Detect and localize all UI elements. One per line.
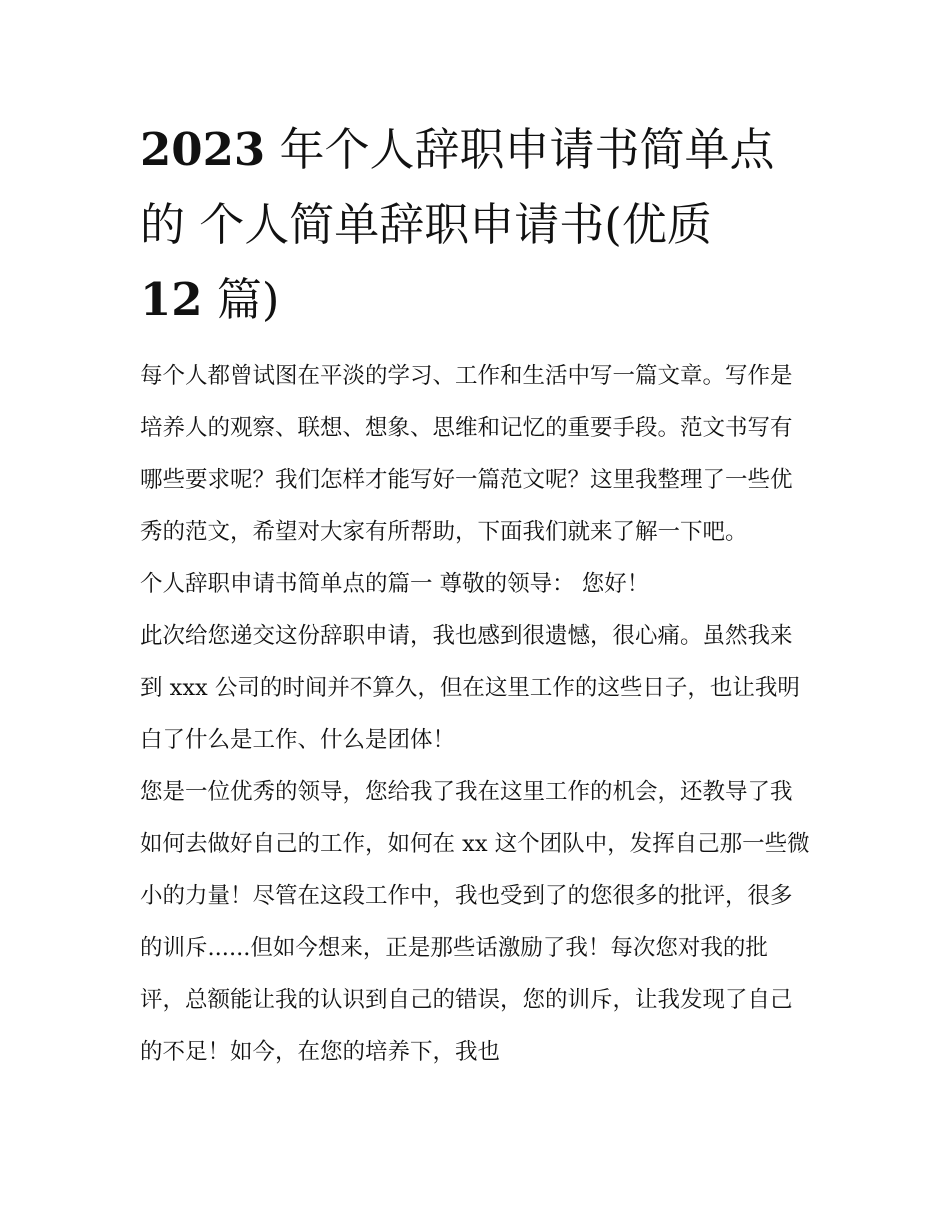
document-body bbox=[140, 350, 812, 1078]
title-count: 12 bbox=[140, 273, 203, 326]
title-text: 年个人辞职申请书简单点的 个人简单辞职申请书(优质 bbox=[140, 123, 775, 251]
section-heading-paragraph: 个人辞职申请书简单点的篇一 尊敬的领导： 您好！ bbox=[140, 571, 650, 597]
body-paragraph: 您是一位优秀的领导，您给我了我在这里工作的机会，还教导了我如何去做好自己的工作，如何在 xx 这个团队中，发挥自己那一些微小的力量！尽管在这段工作中，我也受到了的您很多的批评，很多的训斥......但如今想来，正是那些话激励了我！每次您对我的批评，总额能让我的认识到自己的错误，您的训斥，让我发现了自己的不足！如今，在您的培养下，我也 bbox=[140, 779, 810, 1065]
title-suffix: 篇) bbox=[202, 273, 280, 326]
body-paragraph: 此次给您递交这份辞职申请，我也感到很遗憾，很心痛。虽然我来到 xxx 公司的时间并不算久，但在这里工作的这些日子，也让我明白了什么是工作、什么是团体！ bbox=[140, 623, 800, 753]
intro-paragraph: 每个人都曾试图在平淡的学习、工作和生活中写一篇文章。写作是培养人的观察、联想、想象、思维和记忆的重要手段。范文书写有哪些要求呢？我们怎样才能写好一篇范文呢？这里我整理了一些优秀的范文，希望对大家有所帮助，下面我们就来了解一下吧。 bbox=[140, 363, 793, 545]
document-content bbox=[140, 112, 812, 1078]
document-title bbox=[140, 112, 812, 337]
title-year: 2023 bbox=[140, 123, 266, 176]
